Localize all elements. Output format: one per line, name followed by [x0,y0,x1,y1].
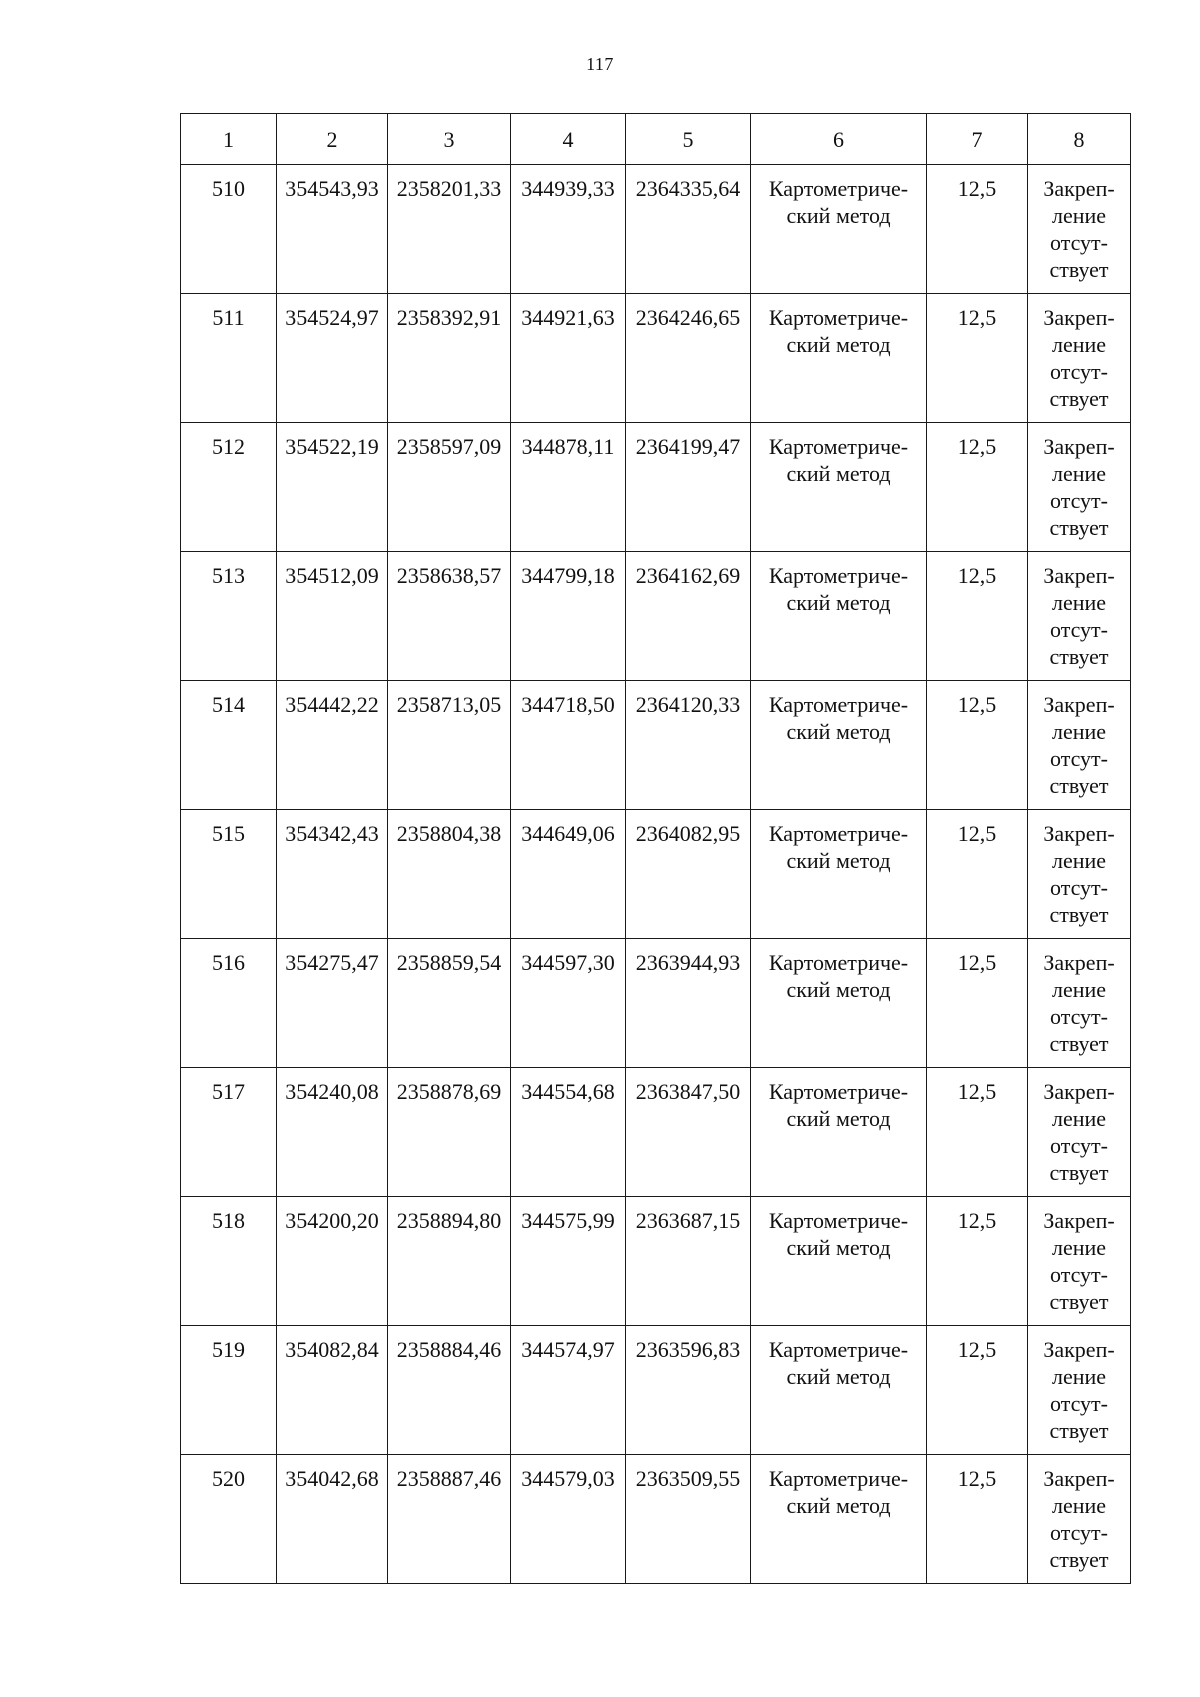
method-text-line: Картометриче- [768,1466,909,1491]
method-cell [751,423,927,552]
coord-cell-col2: 354512,09 [277,552,388,681]
fixation-text-line: отсут- [1049,1004,1108,1029]
coord-cell-col3: 2358878,69 [388,1068,511,1197]
fixation-cell [1028,1326,1131,1455]
accuracy-cell: 12,5 [927,165,1028,294]
table-row [181,423,1131,552]
fixation-text-line: ствует [1049,257,1109,282]
fixation-text-line: ление [1051,461,1107,486]
fixation-text-line: Закреп- [1043,1208,1115,1233]
table-body [181,165,1131,1584]
fixation-text-line: Закреп- [1043,563,1115,588]
coord-cell-col4: 344939,33 [511,165,626,294]
coord-cell-col3: 2358887,46 [388,1455,511,1584]
fixation-text-line: отсут- [1049,1262,1108,1287]
fixation-cell [1028,1455,1131,1584]
method-text-line: ский метод [786,1106,891,1131]
fixation-text-line: ление [1051,977,1107,1002]
coord-cell-col3: 2358597,09 [388,423,511,552]
method-text-line: Картометриче- [768,176,909,201]
coord-cell-col2: 354200,20 [277,1197,388,1326]
table-row [181,1068,1131,1197]
point-number-cell: 513 [181,552,277,681]
method-text-line: ский метод [786,461,891,486]
method-text-line: Картометриче- [768,950,909,975]
header-cell: 1 [181,114,277,165]
method-text-line: Картометриче- [768,305,909,330]
table-row [181,681,1131,810]
method-text-line: Картометриче- [768,1079,909,1104]
accuracy-cell: 12,5 [927,294,1028,423]
fixation-text-line: ствует [1049,1289,1109,1314]
method-text-line: ский метод [786,977,891,1002]
table-row [181,294,1131,423]
header-cell: 6 [751,114,927,165]
method-text-line: Картометриче- [768,1337,909,1362]
coord-cell-col5: 2363509,55 [626,1455,751,1584]
point-number-cell: 520 [181,1455,277,1584]
fixation-text-line: отсут- [1049,230,1108,255]
point-number-cell: 514 [181,681,277,810]
method-cell [751,1455,927,1584]
fixation-text-line: Закреп- [1043,950,1115,975]
fixation-cell [1028,1197,1131,1326]
method-text-line: ский метод [786,590,891,615]
fixation-text-line: Закреп- [1043,821,1115,846]
coord-cell-col2: 354524,97 [277,294,388,423]
fixation-text-line: ление [1051,1106,1107,1131]
fixation-text-line: ление [1051,590,1107,615]
fixation-text-line: ление [1051,848,1107,873]
fixation-text-line: ствует [1049,1160,1109,1185]
fixation-cell [1028,165,1131,294]
coord-cell-col3: 2358859,54 [388,939,511,1068]
point-number-cell: 519 [181,1326,277,1455]
fixation-text-line: ление [1051,332,1107,357]
fixation-text-line: Закреп- [1043,1079,1115,1104]
point-number-cell: 517 [181,1068,277,1197]
accuracy-cell: 12,5 [927,1326,1028,1455]
fixation-text-line: отсут- [1049,359,1108,384]
method-text-line: Картометриче- [768,563,909,588]
coord-cell-col5: 2364082,95 [626,810,751,939]
fixation-cell [1028,681,1131,810]
coord-cell-col4: 344649,06 [511,810,626,939]
point-number-cell: 516 [181,939,277,1068]
accuracy-cell: 12,5 [927,1455,1028,1584]
coord-cell-col5: 2363847,50 [626,1068,751,1197]
coord-cell-col2: 354082,84 [277,1326,388,1455]
point-number-cell: 511 [181,294,277,423]
coord-cell-col5: 2364246,65 [626,294,751,423]
fixation-text-line: ствует [1049,902,1109,927]
coordinates-table [180,113,1131,1584]
fixation-text-line: отсут- [1049,1391,1108,1416]
fixation-text-line: ствует [1049,1031,1109,1056]
coord-cell-col5: 2363944,93 [626,939,751,1068]
coord-cell-col3: 2358713,05 [388,681,511,810]
table-row [181,552,1131,681]
coord-cell-col5: 2363687,15 [626,1197,751,1326]
table-row [181,165,1131,294]
fixation-text-line: ление [1051,1364,1107,1389]
method-text-line: ский метод [786,332,891,357]
fixation-text-line: Закреп- [1043,305,1115,330]
coord-cell-col3: 2358804,38 [388,810,511,939]
header-cell: 5 [626,114,751,165]
header-cell: 3 [388,114,511,165]
fixation-cell [1028,552,1131,681]
fixation-cell [1028,1068,1131,1197]
fixation-text-line: отсут- [1049,488,1108,513]
fixation-text-line: ствует [1049,1418,1109,1443]
point-number-cell: 512 [181,423,277,552]
fixation-text-line: Закреп- [1043,1337,1115,1362]
method-cell [751,1068,927,1197]
coord-cell-col4: 344579,03 [511,1455,626,1584]
coord-cell-col2: 354275,47 [277,939,388,1068]
fixation-text-line: отсут- [1049,617,1108,642]
header-cell: 8 [1028,114,1131,165]
coord-cell-col2: 354240,08 [277,1068,388,1197]
header-cell: 4 [511,114,626,165]
fixation-text-line: отсут- [1049,875,1108,900]
fixation-text-line: Закреп- [1043,692,1115,717]
accuracy-cell: 12,5 [927,1068,1028,1197]
coord-cell-col5: 2364199,47 [626,423,751,552]
method-text-line: Картометриче- [768,434,909,459]
method-cell [751,1197,927,1326]
method-cell [751,810,927,939]
fixation-text-line: ление [1051,1235,1107,1260]
method-text-line: ский метод [786,1493,891,1518]
table-header-row [181,114,1131,165]
method-text-line: Картометриче- [768,1208,909,1233]
table-row [181,810,1131,939]
accuracy-cell: 12,5 [927,681,1028,810]
method-cell [751,1326,927,1455]
coord-cell-col2: 354442,22 [277,681,388,810]
method-cell [751,939,927,1068]
coord-cell-col4: 344574,97 [511,1326,626,1455]
method-text-line: ский метод [786,848,891,873]
coord-cell-col4: 344718,50 [511,681,626,810]
accuracy-cell: 12,5 [927,423,1028,552]
fixation-text-line: отсут- [1049,1520,1108,1545]
point-number-cell: 518 [181,1197,277,1326]
fixation-text-line: ление [1051,1493,1107,1518]
fixation-text-line: Закреп- [1043,1466,1115,1491]
coord-cell-col2: 354543,93 [277,165,388,294]
coord-cell-col3: 2358201,33 [388,165,511,294]
method-cell [751,294,927,423]
coord-cell-col5: 2364120,33 [626,681,751,810]
header-cell: 2 [277,114,388,165]
fixation-cell [1028,423,1131,552]
fixation-text-line: ствует [1049,515,1109,540]
fixation-cell [1028,810,1131,939]
table-row [181,1455,1131,1584]
fixation-cell [1028,939,1131,1068]
fixation-text-line: Закреп- [1043,176,1115,201]
table-row [181,1326,1131,1455]
coord-cell-col4: 344575,99 [511,1197,626,1326]
coord-cell-col5: 2363596,83 [626,1326,751,1455]
fixation-text-line: Закреп- [1043,434,1115,459]
coord-cell-col4: 344799,18 [511,552,626,681]
coord-cell-col4: 344878,11 [511,423,626,552]
coord-cell-col2: 354342,43 [277,810,388,939]
coord-cell-col4: 344597,30 [511,939,626,1068]
fixation-text-line: отсут- [1049,1133,1108,1158]
accuracy-cell: 12,5 [927,810,1028,939]
fixation-text-line: ствует [1049,386,1109,411]
coord-cell-col4: 344554,68 [511,1068,626,1197]
method-cell [751,165,927,294]
method-text-line: Картометриче- [768,692,909,717]
fixation-text-line: ствует [1049,644,1109,669]
coord-cell-col3: 2358638,57 [388,552,511,681]
coord-cell-col5: 2364335,64 [626,165,751,294]
point-number-cell: 510 [181,165,277,294]
coord-cell-col4: 344921,63 [511,294,626,423]
table-row [181,1197,1131,1326]
header-cell: 7 [927,114,1028,165]
coord-cell-col5: 2364162,69 [626,552,751,681]
method-cell [751,552,927,681]
fixation-text-line: ствует [1049,773,1109,798]
point-number-cell: 515 [181,810,277,939]
accuracy-cell: 12,5 [927,552,1028,681]
method-cell [751,681,927,810]
coord-cell-col2: 354522,19 [277,423,388,552]
table-row [181,939,1131,1068]
page-number: 117 [586,54,614,74]
fixation-text-line: ление [1051,719,1107,744]
method-text-line: ский метод [786,1364,891,1389]
accuracy-cell: 12,5 [927,939,1028,1068]
method-text-line: ский метод [786,1235,891,1260]
method-text-line: Картометриче- [768,821,909,846]
fixation-cell [1028,294,1131,423]
fixation-text-line: ление [1051,203,1107,228]
coord-cell-col3: 2358894,80 [388,1197,511,1326]
coord-cell-col3: 2358392,91 [388,294,511,423]
method-text-line: ский метод [786,719,891,744]
coord-cell-col3: 2358884,46 [388,1326,511,1455]
accuracy-cell: 12,5 [927,1197,1028,1326]
fixation-text-line: ствует [1049,1547,1109,1572]
coord-cell-col2: 354042,68 [277,1455,388,1584]
fixation-text-line: отсут- [1049,746,1108,771]
method-text-line: ский метод [786,203,891,228]
